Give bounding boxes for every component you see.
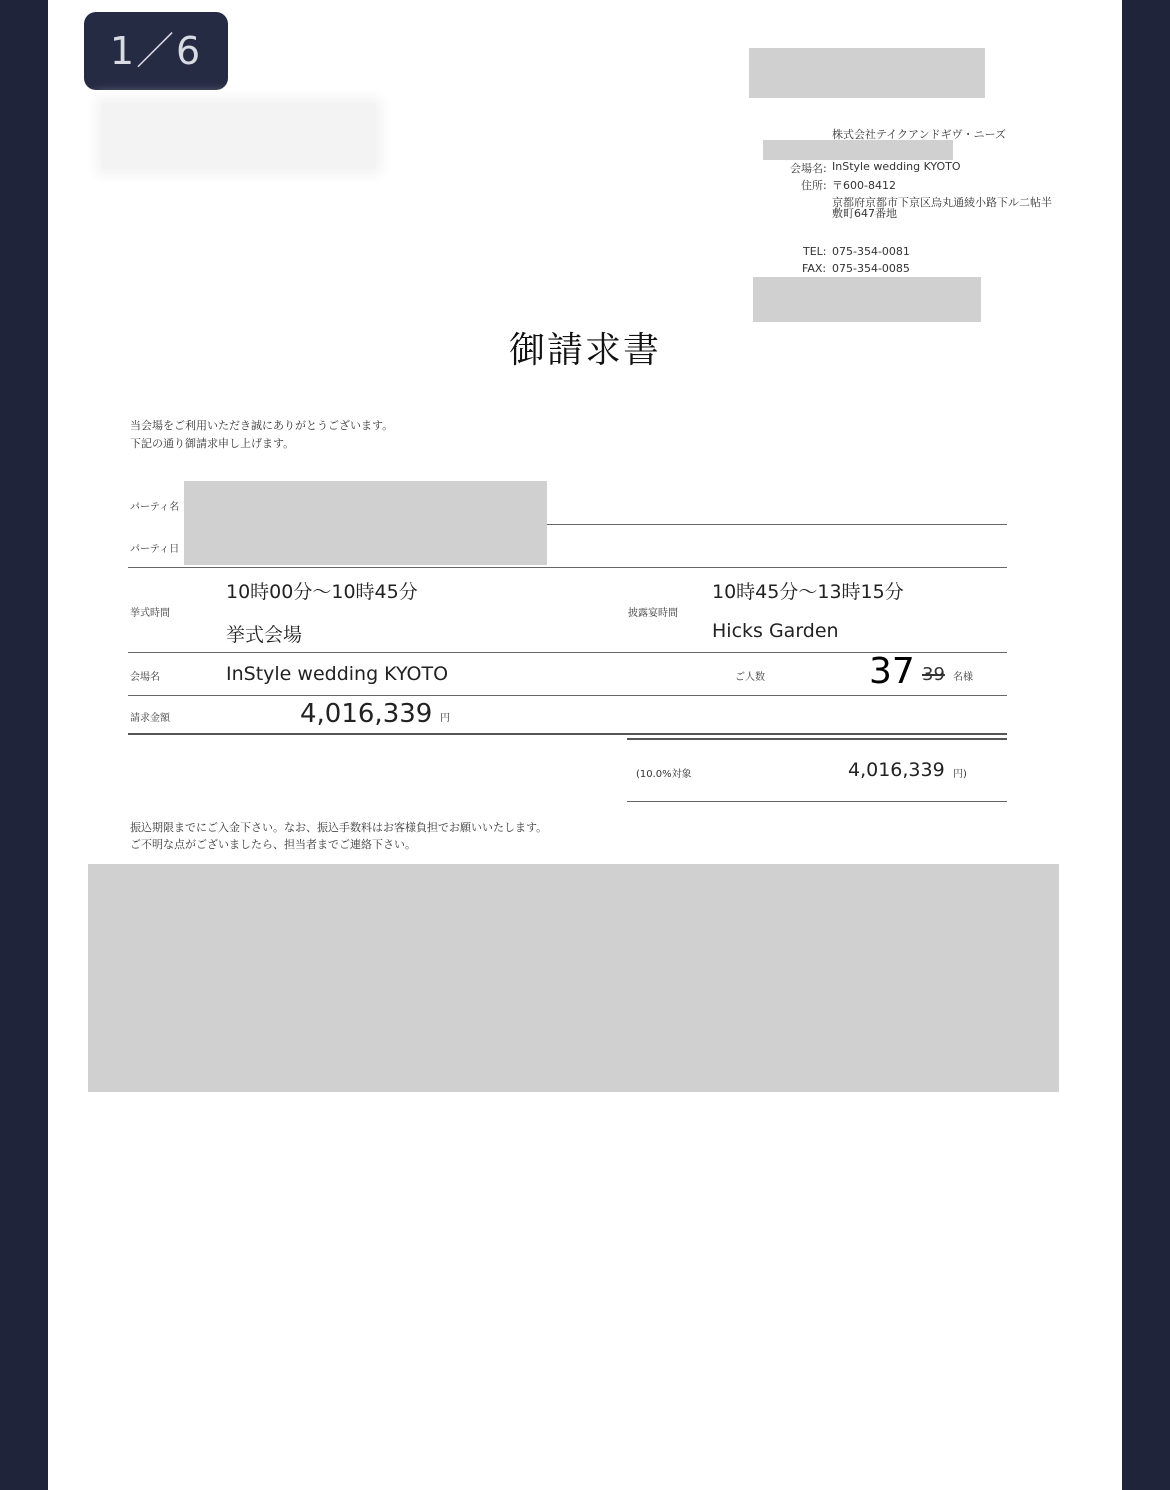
issuer-postal: 〒600-8412 — [832, 179, 896, 192]
redacted-recipient — [102, 103, 376, 169]
invoice-page — [48, 0, 1122, 1490]
issuer-fax-label: FAX: — [802, 262, 827, 275]
reception-venue: Hicks Garden — [712, 620, 839, 642]
issuer-address-line1: 京都府京都市下京区烏丸通綾小路下ル二帖半 — [832, 196, 1052, 209]
divider — [627, 801, 1007, 802]
ceremony-venue: 挙式会場 — [226, 624, 303, 646]
ceremony-time: 10時00分〜10時45分 — [226, 581, 418, 603]
invoice-amount: 4,016,339 — [300, 699, 433, 729]
venue-name-label: 会場名 — [130, 672, 160, 683]
issuer-address-line2: 敷町647番地 — [832, 207, 897, 220]
note-line2: ご不明な点がございましたら、担当者までご連絡下さい。 — [130, 838, 416, 851]
issuer-venue-label: 会場名: — [790, 162, 827, 175]
redacted-issuer-line — [763, 140, 953, 160]
issuer-address-label: 住所: — [801, 179, 827, 192]
tax-amount: 4,016,339 — [848, 759, 945, 781]
amount-unit: 円 — [440, 713, 450, 724]
redacted-bank-info — [88, 864, 1059, 1092]
guest-unit: 名様 — [953, 672, 973, 683]
divider — [128, 695, 1007, 696]
party-name-label: パーティ名 — [130, 502, 180, 513]
guest-count: 37 — [869, 651, 915, 692]
reception-time-label: 披露宴時間 — [628, 608, 678, 619]
tax-unit: 円) — [953, 769, 967, 780]
tax-label: (10.0%対象 — [636, 769, 692, 780]
issuer-company: 株式会社テイクアンドギヴ・ニーズ — [832, 128, 1007, 141]
divider — [128, 567, 1007, 568]
party-date-label: パーティ日 — [130, 544, 180, 555]
ceremony-time-label: 挙式時間 — [130, 608, 170, 619]
amount-label: 請求金額 — [130, 713, 170, 724]
greeting-line2: 下記の通り御請求申し上げます。 — [130, 437, 295, 450]
divider — [547, 524, 1007, 525]
redacted-stamp — [749, 48, 985, 98]
redacted-party-info — [184, 481, 547, 565]
greeting-line1: 当会場をご利用いただき誠にありがとうございます。 — [130, 419, 394, 432]
issuer-tel: 075-354-0081 — [832, 245, 910, 258]
page-counter: 1／6 — [84, 12, 228, 90]
note-line1: 振込期限までにご入金下さい。なお、振込手数料はお客様負担でお願いいたします。 — [130, 821, 548, 834]
divider — [627, 738, 1007, 740]
issuer-tel-label: TEL: — [803, 245, 827, 258]
issuer-venue: InStyle wedding KYOTO — [832, 160, 961, 173]
document-title: 御請求書 — [508, 330, 661, 371]
venue-name: InStyle wedding KYOTO — [226, 663, 449, 685]
reception-time: 10時45分〜13時15分 — [712, 581, 904, 603]
issuer-fax: 075-354-0085 — [832, 262, 910, 275]
divider — [128, 733, 1007, 735]
guest-count-old: 39 — [922, 664, 945, 685]
guest-count-label: ご人数 — [735, 672, 765, 683]
redacted-contact — [753, 277, 981, 322]
